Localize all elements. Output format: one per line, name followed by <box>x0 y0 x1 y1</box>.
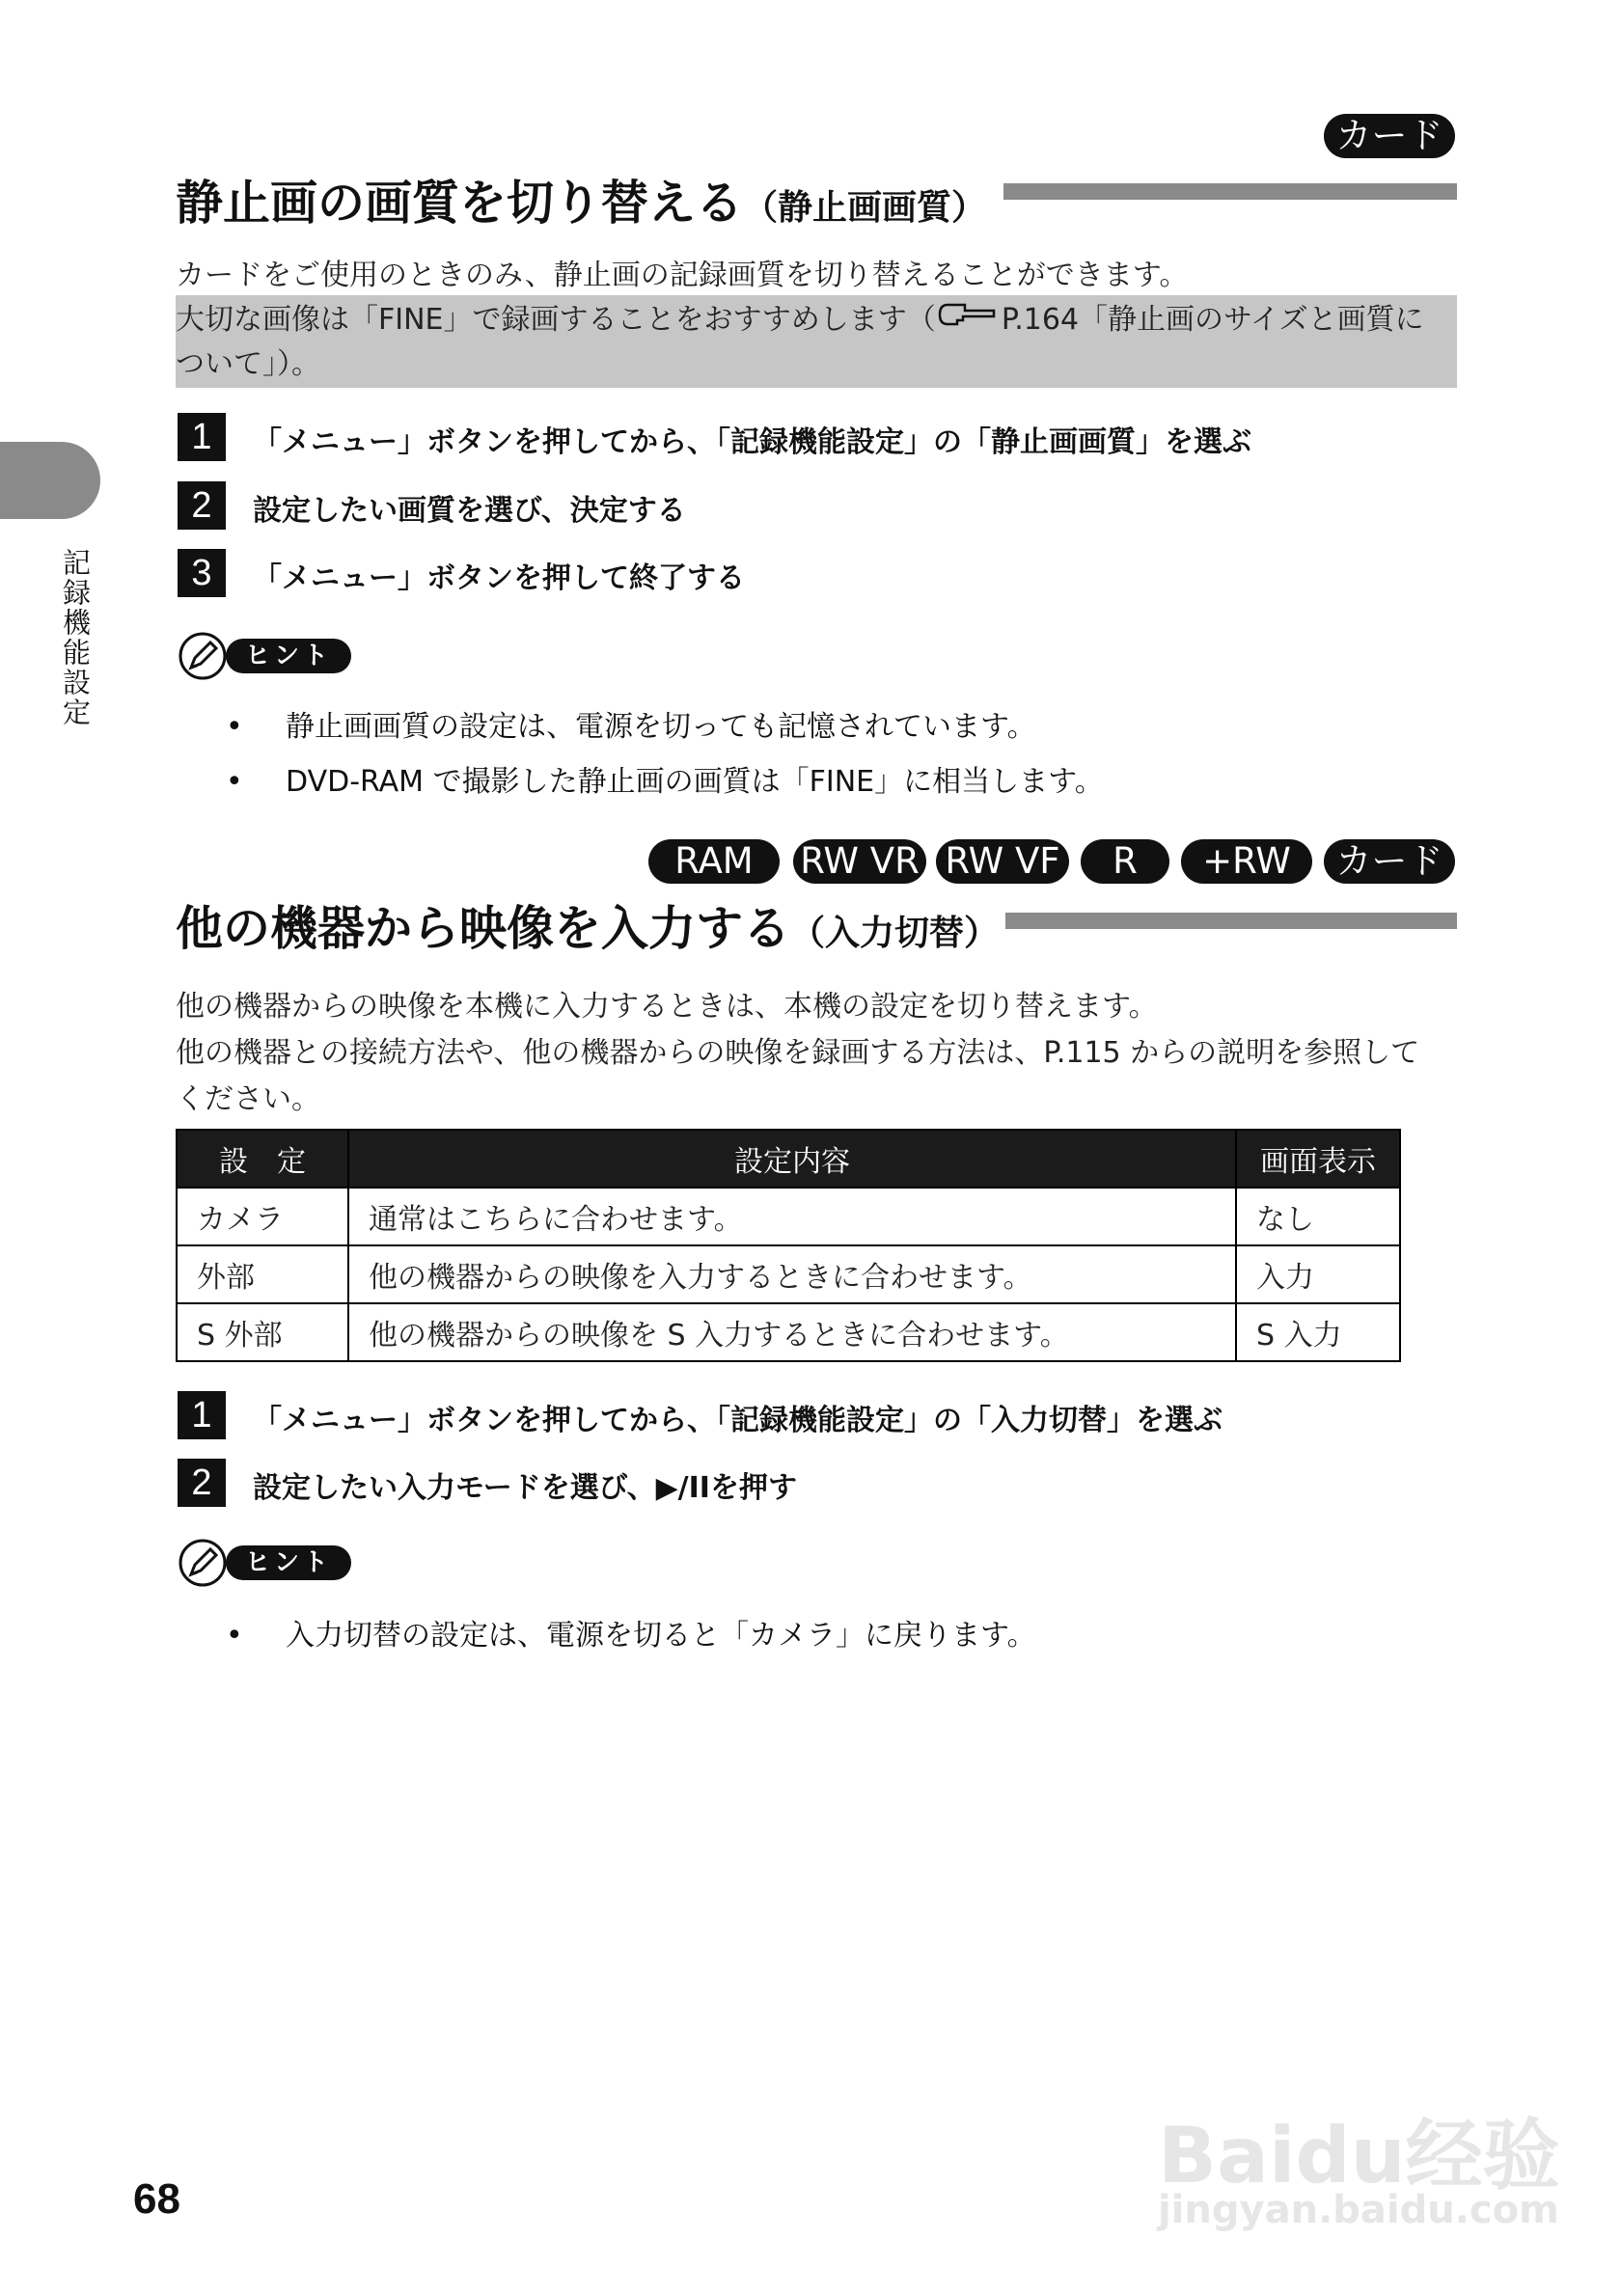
hint-label: ヒント <box>226 1545 351 1580</box>
step-text: 「メニュー」ボタンを押してから、「記録機能設定」の「入力切替」を選ぶ <box>253 1404 1223 1437</box>
title-rule <box>1003 183 1457 200</box>
bullet: • <box>226 710 243 744</box>
table-cell: S 入力 <box>1236 1303 1400 1361</box>
table-cell: カメラ <box>177 1188 348 1245</box>
step-text: 「メニュー」ボタンを押して終了する <box>253 561 745 595</box>
section-title-sub: （入力切替） <box>790 914 1000 953</box>
chapter-tab <box>0 442 100 519</box>
step-number: 1 <box>178 1391 226 1439</box>
card-badge: カード <box>1324 114 1455 158</box>
table-cell: 入力 <box>1236 1245 1400 1303</box>
column-header: 画面表示 <box>1236 1130 1400 1188</box>
intro-line-2: 他の機器との接続方法や、他の機器からの映像を録画する方法は、P.115 からの説明を参照して <box>176 1036 1420 1070</box>
section-title-main: 静止画の画質を切り替える <box>176 176 744 231</box>
table-row <box>177 1245 1400 1303</box>
settings-table <box>176 1129 1401 1362</box>
hint-item <box>226 757 1104 800</box>
table-cell: 他の機器からの映像を S 入力するときに合わせます。 <box>348 1303 1236 1361</box>
reference-hand-icon <box>936 298 1002 344</box>
hint-pencil-icon <box>178 631 228 685</box>
section-title <box>176 166 986 233</box>
watermark-url: jingyan.baidu.com <box>1158 2188 1559 2232</box>
note-line-1-post: P.164「静止画のサイズと画質に <box>1001 303 1424 337</box>
hint-text: DVD-RAM で撮影した静止画の画質は「FINE」に相当します。 <box>286 765 1104 799</box>
table-cell: なし <box>1236 1188 1400 1245</box>
table-cell: 通常はこちらに合わせます。 <box>348 1188 1236 1245</box>
watermark-brand: Baidu经验 <box>1158 2111 1560 2200</box>
bullet: • <box>226 765 243 799</box>
media-badge-r: R <box>1081 839 1169 884</box>
media-badge-plus-rw: +RW <box>1181 839 1312 884</box>
table-cell: 外部 <box>177 1245 348 1303</box>
hint-item <box>226 1611 1036 1654</box>
media-badge-rw-vr: RW VR <box>793 839 926 884</box>
intro-text: カードをご使用のときのみ、静止画の記録画質を切り替えることができます。 <box>176 259 1189 292</box>
intro-line-1: 他の機器からの映像を本機に入力するときは、本機の設定を切り替えます。 <box>176 990 1158 1024</box>
bullet: • <box>226 1619 243 1653</box>
page-number: 68 <box>133 2175 180 2223</box>
hint-text: 入力切替の設定は、電源を切ると「カメラ」に戻ります。 <box>286 1619 1036 1653</box>
step-number: 2 <box>178 481 226 530</box>
intro-line-3: ください。 <box>176 1082 320 1116</box>
table-cell: 他の機器からの映像を入力するときに合わせます。 <box>348 1245 1236 1303</box>
step-text: 設定したい画質を選び、決定する <box>253 494 686 528</box>
hint-pencil-icon <box>178 1538 228 1592</box>
section-title <box>176 891 999 959</box>
step-number: 3 <box>178 549 226 597</box>
table-header-row <box>177 1130 1400 1188</box>
note-line-1-pre: 大切な画像は「FINE」で録画することをおすすめします（ <box>176 303 936 337</box>
table-row <box>177 1303 1400 1361</box>
media-badge-rw-vf: RW VF <box>936 839 1069 884</box>
media-badge-card: カード <box>1324 839 1455 884</box>
step-number: 2 <box>178 1459 226 1507</box>
hint-text: 静止画画質の設定は、電源を切っても記憶されています。 <box>286 710 1036 744</box>
hint-item <box>226 702 1036 745</box>
note-line-2: ついて」）。 <box>176 347 320 381</box>
hint-label: ヒント <box>226 639 351 673</box>
column-header: 設 定 <box>177 1130 348 1188</box>
table-cell: S 外部 <box>177 1303 348 1361</box>
title-rule <box>1005 913 1457 929</box>
section-title-main: 他の機器から映像を入力する <box>176 901 791 956</box>
note-line-1 <box>176 297 1424 344</box>
table-row <box>177 1188 1400 1245</box>
section-title-sub: （静止画画質） <box>743 188 987 228</box>
step-number: 1 <box>178 413 226 461</box>
media-badge-ram: RAM <box>648 839 780 884</box>
step-text: 設定したい入力モードを選び、▶/IIを押す <box>253 1471 797 1505</box>
column-header: 設定内容 <box>348 1130 1236 1188</box>
step-text: 「メニュー」ボタンを押してから、「記録機能設定」の「静止画画質」を選ぶ <box>253 425 1251 459</box>
chapter-label: 記録機能設定 <box>59 548 92 727</box>
